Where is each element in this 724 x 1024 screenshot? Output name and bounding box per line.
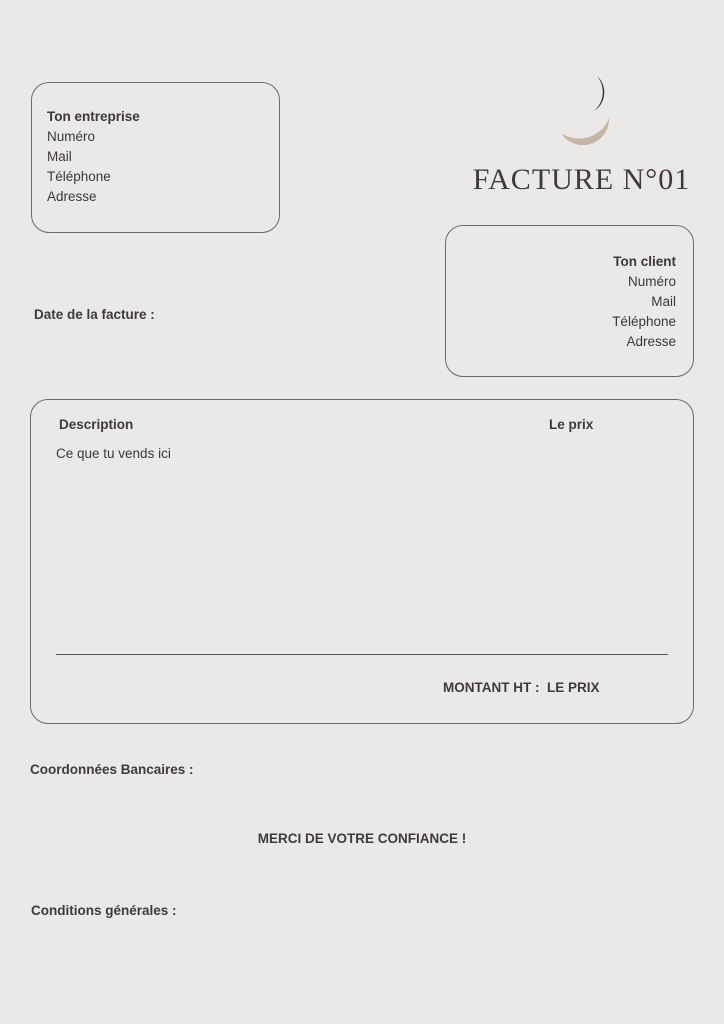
- description-header: Description: [59, 417, 134, 432]
- client-mail: Mail: [651, 294, 676, 309]
- total-label: MONTANT HT :: [443, 680, 540, 695]
- company-phone: Téléphone: [47, 169, 111, 184]
- bank-details-label: Coordonnées Bancaires :: [30, 762, 194, 777]
- invoice-date-label: Date de la facture :: [34, 307, 155, 322]
- total-amount: [443, 680, 600, 695]
- client-address: Adresse: [626, 334, 676, 349]
- client-name: Ton client: [613, 254, 676, 269]
- company-address: Adresse: [47, 189, 97, 204]
- client-info-box: [445, 225, 694, 377]
- items-table: [30, 399, 694, 724]
- thanks-message: MERCI DE VOTRE CONFIANCE !: [257, 831, 467, 846]
- item-description: Ce que tu vends ici: [56, 446, 171, 461]
- price-header: Le prix: [549, 417, 594, 432]
- total-value: LE PRIX: [547, 680, 600, 695]
- client-number: Numéro: [627, 274, 676, 289]
- client-phone: Téléphone: [612, 314, 676, 329]
- invoice-title: FACTURE N°01: [472, 163, 691, 196]
- terms-label: Conditions générales :: [31, 903, 177, 918]
- company-mail: Mail: [47, 149, 72, 164]
- company-name: Ton entreprise: [47, 109, 140, 124]
- logo-icon: [537, 66, 617, 146]
- company-info-box: [31, 82, 280, 233]
- company-number: Numéro: [47, 129, 96, 144]
- total-divider: [56, 654, 668, 655]
